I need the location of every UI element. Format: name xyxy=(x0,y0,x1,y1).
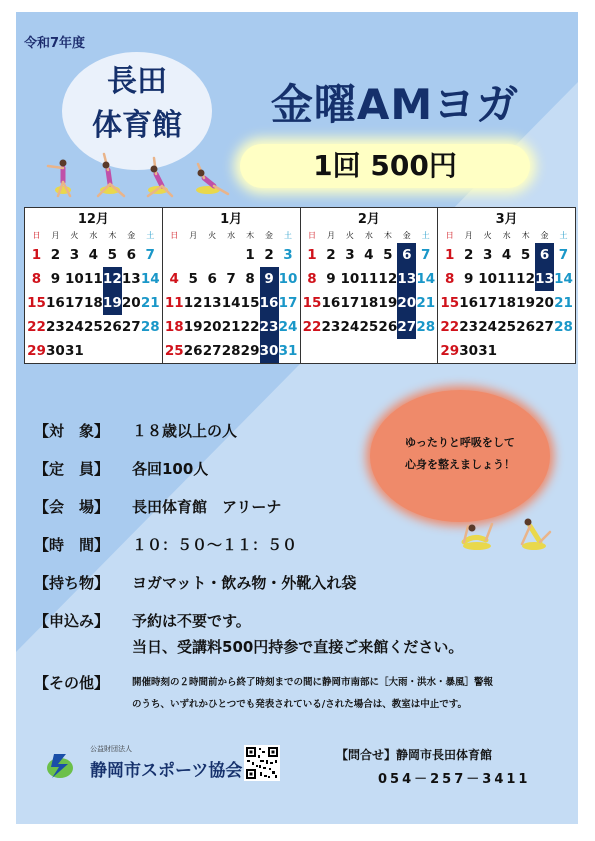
class-day: 23 xyxy=(260,315,279,339)
calendar-day: 30 xyxy=(46,343,65,359)
calendar-day: 15 xyxy=(27,295,46,311)
page-title: 金曜AMヨガ xyxy=(270,80,520,129)
weekday-label: 木 xyxy=(521,231,530,240)
calendar-day: 24 xyxy=(278,319,298,335)
capacity-value: 各回100人 xyxy=(132,460,209,478)
calendar-day: 3 xyxy=(482,247,493,263)
empty-day xyxy=(222,243,241,267)
calendar-day: 17 xyxy=(65,295,84,311)
calendar-day: 10 xyxy=(478,271,498,287)
calendar-day: 20 xyxy=(121,295,141,311)
venue-label: 【会 場】 xyxy=(34,498,110,516)
weekday-label: 日 xyxy=(445,231,454,240)
calendar-day: 24 xyxy=(340,319,360,335)
calendar-day: 3 xyxy=(69,247,80,263)
calendar-day: 2 xyxy=(463,247,474,263)
calendar-day: 23 xyxy=(46,319,65,335)
calendar-day: 18 xyxy=(359,295,379,311)
weekday-label: 日 xyxy=(32,231,41,240)
calendar-day: 22 xyxy=(240,319,260,335)
weekday-label: 水 xyxy=(364,231,373,240)
weekday-header xyxy=(165,229,298,243)
calendar-day: 1 xyxy=(31,247,42,263)
day-grid xyxy=(303,243,436,339)
calendar-day: 17 xyxy=(278,295,298,311)
month-name: 2月 xyxy=(357,212,380,227)
weekday-label: 火 xyxy=(70,231,79,240)
calendar-day: 22 xyxy=(27,319,46,335)
apply-label: 【申込み】 xyxy=(34,612,110,630)
calendar-day: 26 xyxy=(183,343,203,359)
calendar-day: 10 xyxy=(340,271,360,287)
weekday-header xyxy=(303,229,436,243)
calendar-day: 10 xyxy=(65,271,84,287)
month-name: 12月 xyxy=(77,212,109,227)
month-name: 3月 xyxy=(495,212,518,227)
org-name: 静岡市スポーツ協会 xyxy=(90,761,243,781)
day-grid xyxy=(165,243,298,363)
weekday-label: 月 xyxy=(326,231,335,240)
calendar-day: 14 xyxy=(416,271,436,287)
items-label: 【持ち物】 xyxy=(34,574,110,592)
calendar-day: 5 xyxy=(188,271,198,287)
venue-title: 長田 体育館 xyxy=(92,64,182,143)
calendar-day: 26 xyxy=(516,319,535,335)
calendar-day: 25 xyxy=(164,343,184,359)
calendar-day: 6 xyxy=(207,271,217,287)
calendar-day: 5 xyxy=(520,247,531,263)
calendar-day: 10 xyxy=(278,271,298,287)
calendar-day: 6 xyxy=(126,247,136,263)
calendar-day: 8 xyxy=(245,271,255,287)
empty-day xyxy=(165,243,184,267)
calendar-day: 9 xyxy=(50,271,61,287)
class-day: 12 xyxy=(103,267,122,291)
class-day: 19 xyxy=(103,291,122,315)
calendar-day: 23 xyxy=(459,319,479,335)
calendar-day: 25 xyxy=(83,319,103,335)
items-row xyxy=(34,572,554,610)
target-label: 【対 象】 xyxy=(34,422,110,440)
calendar-day: 18 xyxy=(164,319,184,335)
calendar-month xyxy=(25,208,162,363)
class-day: 27 xyxy=(397,315,416,339)
calendar-day: 9 xyxy=(463,271,474,287)
apply-row xyxy=(34,610,554,672)
calendar-day: 11 xyxy=(164,295,184,311)
calendar-day: 28 xyxy=(554,319,573,335)
calendar-day: 28 xyxy=(140,319,160,335)
calendar-day: 17 xyxy=(478,295,498,311)
weekday-label: 金 xyxy=(402,231,411,240)
calendar-day: 29 xyxy=(27,343,46,359)
calendar-day: 2 xyxy=(50,247,61,263)
calendar-day: 5 xyxy=(107,247,118,263)
calendar-month xyxy=(437,208,575,363)
calendar-day: 11 xyxy=(497,271,517,287)
calendar-day: 12 xyxy=(378,271,398,287)
other-value-1: 開催時刻の２時間前から終了時刻までの間に静岡市南部に［大雨・洪水・暴風］警報 xyxy=(132,677,494,688)
capacity-label: 【定 員】 xyxy=(34,460,110,478)
weekday-label: 金 xyxy=(127,231,136,240)
calendar-day: 16 xyxy=(459,295,479,311)
class-day: 13 xyxy=(397,267,416,291)
calendar-day: 8 xyxy=(307,271,317,287)
calendar-day: 15 xyxy=(302,295,322,311)
weekday-header xyxy=(27,229,160,243)
calendar-day: 1 xyxy=(245,247,255,263)
calendar-day: 7 xyxy=(226,271,236,287)
weekday-label: 水 xyxy=(227,231,236,240)
weekday-label: 金 xyxy=(540,231,549,240)
calendar-day: 4 xyxy=(501,247,512,263)
calendar-day: 3 xyxy=(283,247,293,263)
time-label: 【時 間】 xyxy=(34,536,110,554)
calendar-day: 31 xyxy=(65,343,84,359)
calendar-day: 27 xyxy=(121,319,141,335)
org-type: 公益財団法人 xyxy=(90,745,132,753)
calendar-day: 27 xyxy=(535,319,554,335)
calendar-day: 29 xyxy=(440,343,460,359)
fiscal-year-label: 令和7年度 xyxy=(24,36,86,51)
calendar-day: 23 xyxy=(321,319,341,335)
day-grid xyxy=(27,243,160,363)
sports-association-logo xyxy=(46,748,74,780)
calendar-day: 7 xyxy=(558,247,569,263)
calendar-day: 26 xyxy=(102,319,122,335)
calendar-day: 12 xyxy=(516,271,535,287)
target-row xyxy=(34,420,554,458)
calendar-day: 17 xyxy=(340,295,360,311)
calendar-day: 19 xyxy=(516,295,535,311)
calendar-day: 21 xyxy=(221,319,241,335)
calendar-day: 18 xyxy=(497,295,517,311)
calendar-day: 27 xyxy=(202,343,222,359)
weekday-label: 日 xyxy=(170,231,179,240)
weekday-label: 月 xyxy=(51,231,60,240)
other-row xyxy=(34,672,554,710)
calendar-day: 8 xyxy=(31,271,42,287)
time-value: １０：５０～１１：５０ xyxy=(132,536,298,554)
calendar-day: 26 xyxy=(378,319,398,335)
calendar-day: 25 xyxy=(497,319,517,335)
calendar-day: 9 xyxy=(326,271,336,287)
weekday-label: 月 xyxy=(464,231,473,240)
calendar-day: 15 xyxy=(240,295,260,311)
calendar-day: 8 xyxy=(445,271,455,287)
calendar-day: 15 xyxy=(440,295,460,311)
weekday-label: 木 xyxy=(246,231,255,240)
calendar-day: 14 xyxy=(140,271,160,287)
calendar-day: 11 xyxy=(359,271,379,287)
calendar-day: 21 xyxy=(416,295,436,311)
calendar-day: 24 xyxy=(478,319,498,335)
qr-code[interactable] xyxy=(244,745,280,781)
calendar-day: 2 xyxy=(264,247,274,263)
calendar-day: 30 xyxy=(459,343,479,359)
bubble-message: ゆったりと呼吸をして 心身を整えましょう！ xyxy=(405,436,515,471)
calendar-day: 5 xyxy=(383,247,393,263)
month-name: 1月 xyxy=(220,212,243,227)
empty-day xyxy=(184,243,203,267)
apply-value-2: 当日、受講料500円持参で直接ご来館ください。 xyxy=(132,638,464,656)
venue-value: 長田体育館 アリーナ xyxy=(132,498,282,516)
calendar-day: 28 xyxy=(221,343,241,359)
calendar-day: 14 xyxy=(221,295,241,311)
weekday-label: 土 xyxy=(284,231,292,240)
class-day: 9 xyxy=(260,267,279,291)
other-value-2: のうち、いずれかひとつでも発表されている/された場合は、教室は中止です。 xyxy=(132,699,468,710)
weekday-label: 土 xyxy=(146,231,155,240)
calendar-day: 28 xyxy=(416,319,436,335)
calendar-day: 7 xyxy=(145,247,155,263)
calendar-day: 2 xyxy=(326,247,336,263)
calendar-day: 22 xyxy=(440,319,460,335)
weekday-label: 土 xyxy=(559,231,568,240)
calendar-day: 20 xyxy=(535,295,554,311)
weekday-label: 金 xyxy=(265,231,274,240)
calendar-day: 11 xyxy=(83,271,103,287)
calendar-day: 12 xyxy=(183,295,203,311)
weekday-label: 土 xyxy=(421,231,430,240)
calendar-day: 18 xyxy=(83,295,103,311)
calendar-day: 1 xyxy=(307,247,317,263)
apply-value-1: 予約は不要です。 xyxy=(132,612,251,630)
calendar-day: 7 xyxy=(421,247,431,263)
capacity-row xyxy=(34,458,554,496)
class-day: 13 xyxy=(535,267,554,291)
venue-row xyxy=(34,496,554,534)
weekday-label: 木 xyxy=(383,231,392,240)
class-day: 6 xyxy=(535,243,554,267)
day-grid xyxy=(440,243,573,363)
calendar xyxy=(24,207,576,364)
calendar-day: 16 xyxy=(321,295,341,311)
class-day: 20 xyxy=(397,291,416,315)
contact-phone: 054－257－3411 xyxy=(378,772,531,787)
price-badge: 1回 500円 xyxy=(240,144,530,188)
calendar-day: 29 xyxy=(240,343,260,359)
calendar-day: 19 xyxy=(378,295,398,311)
other-label: 【その他】 xyxy=(34,674,110,692)
calendar-day: 13 xyxy=(121,271,141,287)
yoga-poses-illustration xyxy=(38,150,238,200)
contact-label: 【問合せ】静岡市長田体育館 xyxy=(336,748,493,762)
calendar-day: 20 xyxy=(202,319,222,335)
calendar-day: 21 xyxy=(140,295,160,311)
calendar-day: 3 xyxy=(345,247,355,263)
calendar-month xyxy=(300,208,438,363)
weekday-label: 火 xyxy=(208,231,217,240)
weekday-header xyxy=(440,229,573,243)
target-value: １８歳以上の人 xyxy=(132,422,238,440)
event-details xyxy=(34,420,554,710)
weekday-label: 月 xyxy=(189,231,198,240)
calendar-day: 31 xyxy=(278,343,298,359)
calendar-day: 19 xyxy=(183,319,203,335)
calendar-day: 13 xyxy=(202,295,222,311)
calendar-day: 21 xyxy=(554,295,573,311)
calendar-day: 4 xyxy=(169,271,179,287)
calendar-day: 1 xyxy=(445,247,455,263)
class-day: 6 xyxy=(397,243,416,267)
calendar-day: 4 xyxy=(88,247,99,263)
class-day: 16 xyxy=(260,291,279,315)
calendar-day: 14 xyxy=(554,271,573,287)
calendar-day: 4 xyxy=(364,247,374,263)
weekday-label: 水 xyxy=(502,231,511,240)
calendar-day: 31 xyxy=(478,343,498,359)
class-day: 30 xyxy=(260,339,279,363)
weekday-label: 水 xyxy=(89,231,98,240)
empty-day xyxy=(203,243,222,267)
weekday-label: 火 xyxy=(483,231,492,240)
items-value: ヨガマット・飲み物・外靴入れ袋 xyxy=(132,574,357,592)
calendar-day: 16 xyxy=(46,295,65,311)
calendar-day: 22 xyxy=(302,319,322,335)
time-row xyxy=(34,534,554,572)
calendar-day: 25 xyxy=(359,319,379,335)
weekday-label: 木 xyxy=(108,231,117,240)
weekday-label: 日 xyxy=(307,231,316,240)
calendar-month xyxy=(162,208,300,363)
weekday-label: 火 xyxy=(345,231,354,240)
calendar-day: 24 xyxy=(65,319,84,335)
